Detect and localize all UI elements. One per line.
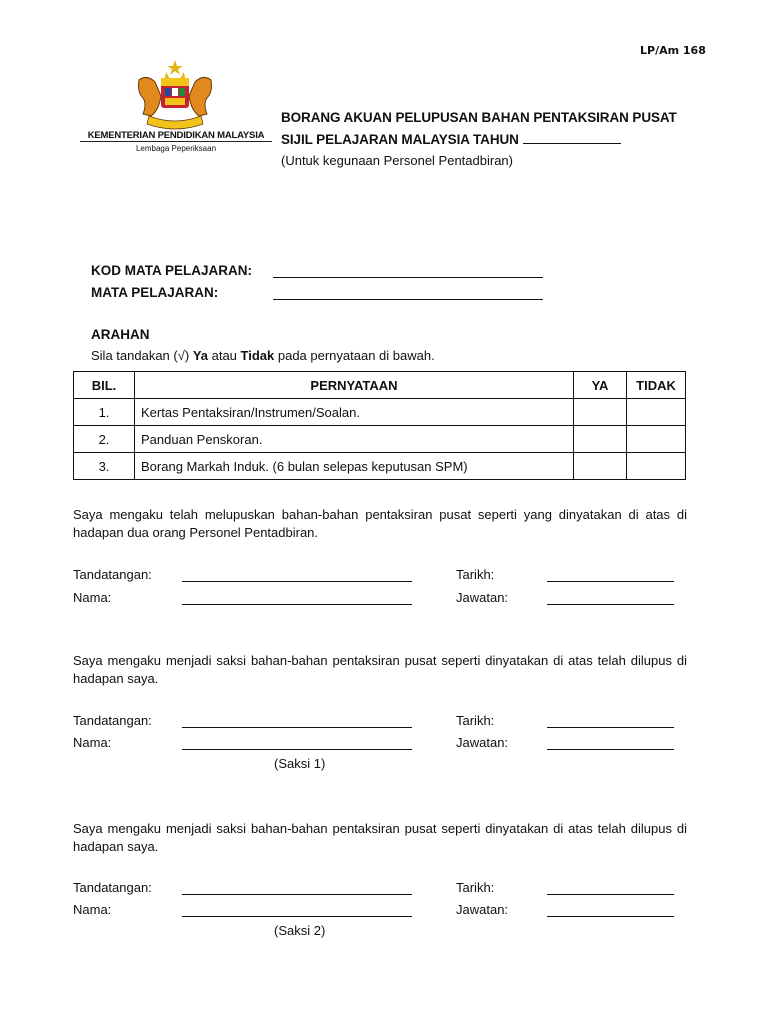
ya-checkbox-cell[interactable] [574,399,627,426]
instructions-text-part: pada pernyataan di bawah. [274,348,435,363]
instructions-text-part: Sila tandakan (√) [91,348,193,363]
statement-table [73,371,686,480]
form-title-line2-text: SIJIL PELAJARAN MALAYSIA TAHUN [281,132,519,147]
coat-of-arms-logo [127,58,223,132]
position-field-2[interactable] [547,749,674,750]
instructions-text [91,348,435,363]
board-name: Lembaga Peperiksaan [135,144,217,153]
form-subtitle: (Untuk kegunaan Personel Pentadbiran) [281,153,513,168]
signature-label: Tandatangan: [73,567,152,582]
witness-caption-1: (Saksi 1) [274,756,326,771]
instructions-tidak: Tidak [240,348,275,363]
position-label: Jawatan: [456,902,509,917]
name-label: Nama: [73,590,112,605]
declaration-text-3: Saya mengaku menjadi saksi bahan-bahan pentaksiran pusat seperti dinyatakan di atas telah dilupus di hadapan saya. [73,821,687,854]
position-label: Jawatan: [456,735,509,750]
tidak-checkbox-cell[interactable] [627,453,686,480]
ya-checkbox-cell[interactable] [574,426,627,453]
table-header-row [74,372,686,399]
form-title-line2 [281,132,621,147]
position-label: Jawatan: [456,590,509,605]
ya-checkbox-cell[interactable] [574,453,627,480]
name-label: Nama: [73,902,112,917]
date-field-1[interactable] [547,581,674,582]
ministry-name: KEMENTERIAN PENDIDIKAN MALAYSIA [87,130,265,141]
declaration-text-2: Saya mengaku menjadi saksi bahan-bahan pentaksiran pusat seperti dinyatakan di atas telah dilupus di hadapan saya. [73,653,687,686]
signature-field-2[interactable] [182,727,412,728]
signature-field-1[interactable] [182,581,412,582]
instructions-ya: Ya [192,348,208,363]
subject-name-field[interactable] [273,299,543,300]
name-field-1[interactable] [182,604,412,605]
signature-label: Tandatangan: [73,880,152,895]
witness-caption-2: (Saksi 2) [274,923,326,938]
row-statement: Panduan Penskoran. [135,426,574,453]
document-code: LP/Am 168 [640,44,706,57]
header-tidak: TIDAK [627,372,686,399]
row-number: 1. [74,399,135,426]
instructions-heading: ARAHAN [91,327,150,342]
header-pernyataan: PERNYATAAN [135,372,574,399]
subject-name-label: MATA PELAJARAN: [91,285,219,300]
header-ya: YA [574,372,627,399]
date-label: Tarikh: [456,567,495,582]
tidak-checkbox-cell[interactable] [627,399,686,426]
name-label: Nama: [73,735,112,750]
subject-code-field[interactable] [273,277,543,278]
row-number: 2. [74,426,135,453]
row-statement: Borang Markah Induk. (6 bulan selepas keputusan SPM) [135,453,574,480]
date-label: Tarikh: [456,880,495,895]
header-bil: BIL. [74,372,135,399]
date-label: Tarikh: [456,713,495,728]
form-title-line1: BORANG AKUAN PELUPUSAN BAHAN PENTAKSIRAN PUSAT [281,110,677,125]
year-blank-field[interactable] [523,132,621,144]
signature-field-3[interactable] [182,894,412,895]
subject-code-label: KOD MATA PELAJARAN: [91,263,252,278]
table-row [74,453,686,480]
position-field-1[interactable] [547,604,674,605]
table-row [74,426,686,453]
instructions-text-part: atau [208,348,241,363]
date-field-3[interactable] [547,894,674,895]
date-field-2[interactable] [547,727,674,728]
row-statement: Kertas Pentaksiran/Instrumen/Soalan. [135,399,574,426]
name-field-2[interactable] [182,749,412,750]
table-row [74,399,686,426]
name-field-3[interactable] [182,916,412,917]
row-number: 3. [74,453,135,480]
declaration-text-1: Saya mengaku telah melupuskan bahan-bahan pentaksiran pusat seperti yang dinyatakan di atas di hadapan dua orang Personel Pentadbiran. [73,507,687,540]
position-field-3[interactable] [547,916,674,917]
signature-label: Tandatangan: [73,713,152,728]
ministry-divider [80,141,272,142]
tidak-checkbox-cell[interactable] [627,426,686,453]
